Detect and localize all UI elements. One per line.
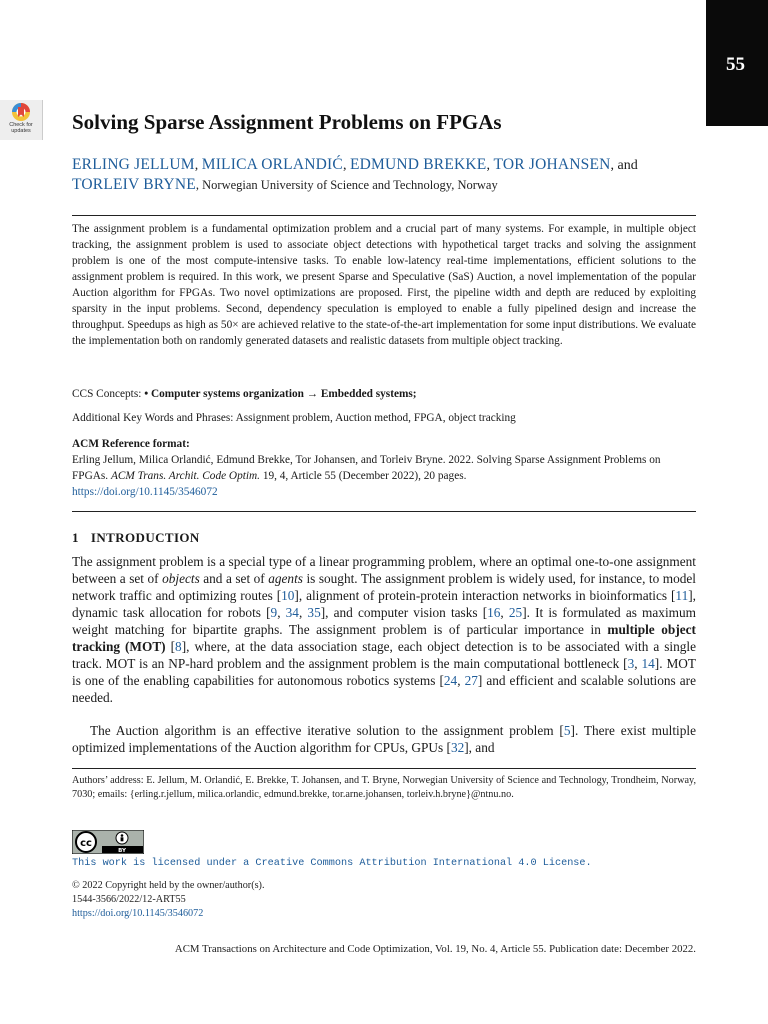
cc-by-license-icon[interactable] bbox=[72, 830, 144, 854]
section-title: INTRODUCTION bbox=[90, 530, 200, 545]
author-separator: , bbox=[194, 158, 202, 173]
text: [ bbox=[165, 639, 176, 654]
section-heading bbox=[72, 530, 200, 546]
citation-link[interactable]: 35 bbox=[307, 605, 321, 620]
text: , bbox=[277, 605, 286, 620]
citation-link[interactable]: 8 bbox=[175, 639, 182, 654]
citation-link[interactable]: 5 bbox=[563, 723, 571, 738]
citation-link[interactable]: 10 bbox=[281, 588, 295, 603]
citation-link[interactable]: 34 bbox=[285, 605, 299, 620]
author-link[interactable]: TORLEIV BRYNE bbox=[72, 176, 196, 193]
doi-link[interactable]: https://doi.org/10.1145/3546072 bbox=[72, 486, 218, 498]
section-number: 1 bbox=[72, 530, 79, 545]
author-separator: , bbox=[486, 158, 494, 173]
acm-reference-heading: ACM Reference format: bbox=[72, 438, 190, 450]
citation-link[interactable]: 14 bbox=[641, 656, 655, 671]
intro-paragraph-1 bbox=[72, 553, 696, 706]
footnote-divider bbox=[72, 768, 696, 769]
page-number: 55 bbox=[726, 54, 745, 75]
author-link[interactable]: TOR JOHANSEN bbox=[493, 156, 611, 173]
citation-link[interactable]: 16 bbox=[487, 605, 501, 620]
emphasis: agents bbox=[268, 571, 303, 586]
text: is sought. The assignment problem is widely used, for instance, to model network traffic and optimizing routes [ bbox=[72, 571, 696, 603]
authors-address: Authors’ address: E. Jellum, M. Orlandić, E. Brekke, T. Johansen, and T. Bryne, Norwegian University of Science and Technology, Trondheim, Norway, 7030; emails: {erling.r.jellum, milica.orlandic, edmund.brekke, tor.arne.johansen, torleiv.h.bryne}@ntnu.no. bbox=[72, 775, 696, 800]
text: ], alignment of protein-protein interaction networks in bioinformatics [ bbox=[294, 588, 676, 603]
text: ]. It is formulated as maximum weight matching for bipartite graphs. The assignment problem is of particular importance in bbox=[72, 605, 696, 637]
bold-term: multiple object tracking (MOT) bbox=[72, 622, 696, 654]
ccs-value: • Computer systems organization → Embedded systems; bbox=[144, 388, 417, 400]
keywords: Additional Key Words and Phrases: Assignment problem, Auction method, FPGA, object tracking bbox=[72, 412, 516, 424]
badge-text-line1: Check for bbox=[9, 122, 33, 128]
ccs-concepts bbox=[72, 386, 696, 402]
bottom-divider bbox=[72, 511, 696, 512]
doi-link-footer-text[interactable]: https://doi.org/10.1145/3546072 bbox=[72, 908, 204, 919]
text: ], dynamic task allocation for robots [ bbox=[72, 588, 696, 620]
badge-text-line2: updates bbox=[11, 128, 31, 134]
intro-paragraph-2 bbox=[72, 722, 696, 756]
citation-link[interactable]: 9 bbox=[270, 605, 278, 620]
author-link[interactable]: MILICA ORLANDIĆ bbox=[201, 156, 343, 173]
citation-link[interactable]: 25 bbox=[508, 605, 523, 620]
text: ], and computer vision tasks [ bbox=[320, 605, 488, 620]
author-separator: , bbox=[342, 158, 350, 173]
acm-reference bbox=[72, 436, 696, 500]
acm-reference-text: Erling Jellum, Milica Orlandić, Edmund Brekke, Tor Johansen, and Torleiv Bryne. 2022. Solving Sparse Assignment Problems on FPGAs. bbox=[72, 454, 661, 482]
text: and a set of bbox=[199, 571, 269, 586]
text: The assignment problem is a special type of a linear programming problem, where an optimal one-to-one assignment between a set of bbox=[72, 554, 696, 586]
abstract: The assignment problem is a fundamental optimization problem and a crucial part of many systems. For example, in multiple object tracking, the assignment problem is used to associate object detections with hypothetical target tracks and solving the assignment problem is one of the most compute-intensive tasks. To enable low-latency real-time implementations, efficient solutions to the assignment problem is required. In this work, we present Sparse and Speculative (SaS) Auction, a novel implementation of the popular Auction algorithm for FPGAs. Two novel optimizations are proposed. First, the pipeline width and depth are reduced by exploiting sparsity in the input problems. Second, dependency speculation is employed to enable a fully pipelined design and increase the throughput. Speedups as high as 50× are achieved relative to the state-of-the-art implementation for some input distributions. We evaluate the implementation both on randomly generated datasets and realistic datasets from multiple object tracking. bbox=[72, 223, 696, 347]
by-mark: BY bbox=[118, 848, 126, 854]
paper-title: Solving Sparse Assignment Problems on FPGAs bbox=[72, 110, 502, 134]
ccs-label: CCS Concepts: bbox=[72, 388, 145, 400]
citation-link[interactable]: 11 bbox=[675, 588, 689, 603]
text: ]. MOT is one of the enabling capabilities for autonomous robotics systems [ bbox=[72, 656, 696, 688]
text: , bbox=[457, 673, 465, 688]
author-list bbox=[72, 155, 702, 195]
author-link[interactable]: ERLING JELLUM bbox=[72, 156, 195, 173]
copyright: © 2022 Copyright held by the owner/author(s). bbox=[72, 880, 265, 891]
acm-reference-journal: ACM Trans. Archit. Code Optim. bbox=[110, 470, 261, 482]
check-updates-icon bbox=[11, 102, 31, 122]
cc-mark: cc bbox=[80, 838, 92, 849]
emphasis: objects bbox=[162, 571, 200, 586]
issn: 1544-3566/2022/12-ART55 bbox=[72, 894, 186, 905]
text: ], where, at the data association stage, each object detection is to be associated with a single track. MOT is an NP-hard problem and the assignment problem is the main computational bottleneck [ bbox=[72, 639, 696, 671]
text: , bbox=[500, 605, 509, 620]
citation-link[interactable]: 32 bbox=[450, 740, 465, 755]
text: The Auction algorithm is an effective iterative solution to the assignment problem [ bbox=[90, 723, 564, 738]
text: ] and efficient and scalable solutions are needed. bbox=[72, 673, 696, 705]
check-for-updates-badge[interactable] bbox=[0, 100, 43, 140]
citation-link[interactable]: 27 bbox=[464, 673, 478, 688]
page-footer: ACM Transactions on Architecture and Code Optimization, Vol. 19, No. 4, Article 55. Publication date: December 2022. bbox=[174, 943, 696, 955]
text: ]. There exist multiple optimized implementations of the Auction algorithm for CPUs, GPUs [ bbox=[72, 723, 696, 755]
acm-reference-details: 19, 4, Article 55 (December 2022), 20 pages. bbox=[260, 470, 467, 482]
license-link[interactable]: This work is licensed under a Creative Commons Attribution International 4.0 License. bbox=[72, 858, 592, 869]
citation-link[interactable]: 3 bbox=[627, 656, 635, 671]
top-divider bbox=[72, 215, 696, 216]
page-number-tab bbox=[706, 0, 768, 126]
doi-link-footer[interactable] bbox=[72, 907, 203, 921]
citation-link[interactable]: 24 bbox=[443, 673, 458, 688]
text: ], and bbox=[464, 740, 495, 755]
text: , bbox=[634, 656, 642, 671]
author-and: , and bbox=[610, 158, 638, 173]
affiliation: , Norwegian University of Science and Technology, Norway bbox=[195, 178, 498, 192]
text: , bbox=[298, 605, 308, 620]
author-link[interactable]: EDMUND BREKKE bbox=[349, 156, 487, 173]
